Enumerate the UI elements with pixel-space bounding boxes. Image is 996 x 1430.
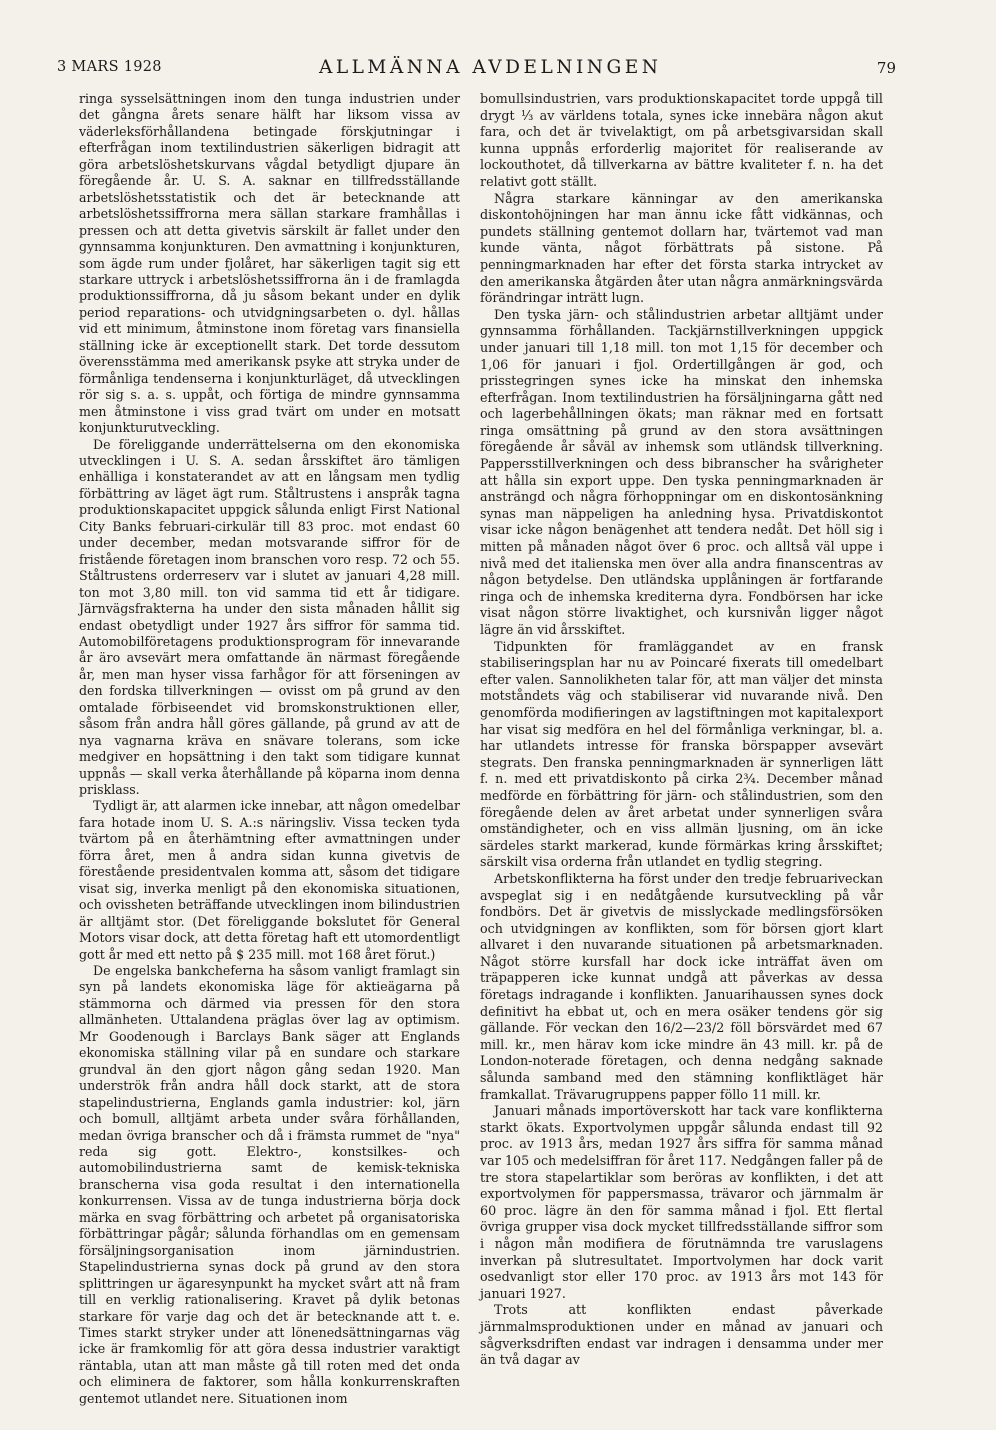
paragraph: Arbetskonflikterna ha först under den tredje februariveckan avspeglat sig i en nedåtgående kursutveckling på vår fondbörs. Det är givetvis de misslyckade medlingsförsöken och utvidgningen av konflikten, som för börsen gjort klart allvaret i den nuvarande situationen på arbetsmarknaden. Något större kursfall har dock icke inträffat även om träpapperen icke kunnat undgå att påverkas av dessa företags indragande i konflikten. Januarihaussen synes dock definitivt ha ebbat ut, och en mera osäker tendens gör sig gällande. För veckan den 16/2—23/2 föll börsvärdet med 67 mill. kr., men härav kom icke mindre än 43 mill. kr. på de London-noterade företagen, och denna nedgång saknade sålunda samband med den stämning konfliktläget här framkallat. Trävarugruppens papper föllo 11 mill. kr. [480, 870, 883, 1102]
paragraph: bomullsindustrien, vars produktionskapacitet torde uppgå till drygt ⅓ av världens totala, synes icke innebära någon akut fara, och det är tvivelaktigt, om på arbetsgivarsidan skall kunna uppnås erforderlig majoritet för realiserande av lockouthotet, då tillverkarna av bättre kvaliteter f. n. ha det relativt gott ställt. [480, 91, 883, 189]
right-column [480, 91, 883, 1369]
paragraph: Tydligt är, att alarmen icke innebar, att någon omedelbar fara hotade inom U. S. A.:s näringsliv. Vissa tecken tyda tvärtom på en återhämtning efter avmattningen under förra året, men å andra sidan kunna givetvis de förestående presidentvalen komma att, såsom det tidigare visat sig, inverka menligt på den ekonomiska situationen, och ovissheten beträffande utvecklingen inom bilindustrien är alltjämt stor. (Det föreliggande bokslutet för General Motors visar dock, att detta företag haft ett utomordentligt gott år med ett netto på $ 235 mill. mot 168 året förut.) [79, 798, 460, 962]
page-header [57, 55, 896, 85]
paragraph: Den tyska järn- och stålindustrien arbetar alltjämt under gynnsamma förhållanden. Tackjärnstillverkningen uppgick under januari till 1,18 mill. ton mot 1,15 för december och 1,06 för januari i fjol. Ordertillgången är god, och prisstegringen synes icke ha minskat den inhemska efterfrågan. Inom textilindustrien ha försäljningarna gått ned och lagerbehållningen ökats; man räknar med en fortsatt ringa omsättning på grund av den stora avsättningen föregående år såväl av inhemsk som utländsk tillverkning. Pappersstillverkningen och dess bibranscher ha svårigheter att hålla sin export uppe. Den tyska penningmarknaden är ansträngd och några förhoppningar om en diskontosänkning synas man näppeligen ha anledning hysa. Privatdiskontot visar icke någon benägenhet att tendera nedåt. Det höll sig i mitten på månaden något över 6 proc. och alltså väl uppe i nivå med det italienska men över alla andra finanscentras av någon betydelse. Den utländska upplåningen är fortfarande ringa och de inhemska krediterna dyra. Fondbörsen har icke visat någon större livaktighet, och kursnivån ligger något lägre än vid årsskiftet. [480, 306, 883, 637]
page-number: 79 [876, 59, 896, 77]
paragraph: ringa sysselsättningen inom den tunga industrien under det gångna årets senare hälft har liksom vissa av väderleksförhållandena betingade förskjutningar i efterfrågan inom textilindustrien säkerligen bidragit att göra arbetslöshetskurvans vågdal betydligt djupare än föregående år. U. S. A. saknar en tillfredsställande arbetslöshetsstatistik och det är betecknande att arbetslöshetssiffrorna mera sällan starkare framhållas i pressen och att detta givetvis särskilt är fallet under den gynnsamma konjunkturen. Den avmattning i konjunkturen, som ägde rum under fjolåret, har säkerligen tagit sig ett starkare uttryck i arbetslöshetssiffrorna än i de framlagda produktionssiffrorna, då ju såsom bekant under en dylik period reparations- och utvidgningsarbeten o. dyl. hållas vid ett minimum, åtminstone inom företag vars finansiella ställning icke är exceptionellt stark. Det torde dessutom överensstämma med amerikansk psyke att stryka under de förmånliga tendenserna i konjunkturläget, då utvecklingen rör sig s. a. s. uppåt, och förtiga de mindre gynnsamma men åtminstone i viss grad tvärt om under en motsatt konjunkturutveckling. [79, 91, 460, 436]
paragraph: De föreliggande underrättelserna om den ekonomiska utvecklingen i U. S. A. sedan årsskiftet äro tämligen enhälliga i konstaterandet av att en långsam men tydlig förbättring av läget ägt rum. Ståltrustens i anspråk tagna produktionskapacitet uppgick sålunda enligt First National City Banks februari-cirkulär till 83 proc. mot endast 60 under december, medan motsvarande siffror för de fristående företagen inom branschen voro resp. 72 och 55. Ståltrustens orderreserv var i slutet av januari 4,28 mill. ton mot 3,80 mill. ton vid samma tid ett år tidigare. Järnvägsfrakterna ha under den sista månaden hållit sig endast obetydligt under 1927 års siffror för samma tid. Automobilföretagens produktionsprogram för innevarande år äro avsevärt mera omfattande än närmast föregående år, men man hyser vissa farhågor för att förseningen av den fordska tillverkningen — ovisst om på grund av den omtalade förbiseendet vid bromskonstruktionen eller, såsom från andra håll göres gällande, på grund av att de nya vagnarna kräva en snävare tolerans, som icke medgiver en hopsättning i den takt som tidigare kunnat uppnås — skall verka återhållande på köparna inom denna prisklass. [79, 436, 460, 798]
section-title: ALLMÄNNA AVDELNINGEN [319, 57, 662, 78]
paragraph: Januari månads importöverskott har tack vare konflikterna starkt ökats. Exportvolymen uppgår sålunda endast till 92 proc. av 1913 års, medan 1927 års siffra för samma månad var 105 och medelsiffran för året 117. Nedgången faller på de tre stora stapelartiklar som beröras av konflikten, i det att exportvolymen för pappersmassa, trävaror och järnmalm är 60 proc. lägre än den för samma månad i fjol. Ett flertal övriga grupper visa dock mycket tillfredsställande siffror som i någon mån modifiera de förutnämnda tre varuslagens inverkan på slutresultatet. Importvolymen har dock varit osedvanligt stor eller 170 proc. av 1913 års mot 143 för januari 1927. [480, 1103, 883, 1301]
left-column [79, 91, 460, 1407]
issue-date: 3 MARS 1928 [57, 59, 162, 75]
paragraph: Trots att konflikten endast påverkade järnmalmsproduktionen under en månad av januari och sågverksdriften endast var indragen i densamma under mer än två dagar av [480, 1302, 883, 1368]
paragraph: Några starkare känningar av den amerikanska diskontohöjningen har man ännu icke fått vidkännas, och pundets ställning gentemot dollarn har, tvärtemot vad man kunde vänta, något förbättrats på sistone. På penningmarknaden har efter det första starka intrycket av den amerikanska åtgärden åter utan några anmärkningsvärda förändringar inträtt lugn. [480, 190, 883, 306]
paragraph: Tidpunkten för framläggandet av en fransk stabiliseringsplan har nu av Poincaré fixerats till omedelbart efter valen. Sannolikheten talar för, att man väljer det minsta motståndets väg och stabiliserar vid nuvarande nivå. Den genomförda modifieringen av lagstiftningen mot kapitalexport har visat sig medföra en hel del förmånliga verkningar, bl. a. har utlandets intresse för franska börspapper avsevärt stegrats. Den franska penningmarknaden är synnerligen lätt f. n. med ett privatdiskonto på cirka 2¾. December månad medförde en förbättring för järn- och stålindustrien, som den föregående delen av året arbetat under synnerligen svåra omständigheter, och en viss allmän ljusning, om än icke särdeles starkt markerad, kunde förmärkas kring årsskiftet; särskilt visa orderna från utlandet en tydlig stegring. [480, 638, 883, 870]
paragraph: De engelska bankcheferna ha såsom vanligt framlagt sin syn på landets ekonomiska läge för aktieägarna på stämmorna och därmed via pressen för den stora allmänheten. Uttalandena präglas över lag av optimism. Mr Goodenough i Barclays Bank säger att Englands ekonomiska ställning vilar på en sundare och starkare grundval än den gjort någon gång sedan 1920. Man underströk från andra håll dock starkt, att de stora stapelindustrierna, Englands gamla industrier: kol, järn och bomull, alltjämt arbeta under svåra förhållanden, medan övriga branscher och då i främsta rummet de "nya" reda sig gott. Elektro-, konstsilkes- och automobilindustrierna samt de kemisk-tekniska branscherna visa goda resultat i den internationella konkurrensen. Vissa av de tunga industrierna börja dock märka en svag förbättring och arbetet på organisatoriska förbättringar pågår; sålunda förhandlas om en gemensam försäljningsorganisation inom järnindustrien. Stapelindustrierna synas dock på grund av den stora splittringen ur ägaresynpunkt ha mycket svårt att nå fram till en verklig rationalisering. Kravet på dylik betonas starkare för varje dag och det är betecknande att t. e. Times starkt stryker under att lönenedsättningarnas väg icke är framkomlig för att göra dessa industrier varaktigt räntabla, utan att man måste gå till roten med det onda och eliminera de faktorer, som hålla konkurrenskraften gentemot utlandet nere. Situationen inom [79, 963, 460, 1406]
